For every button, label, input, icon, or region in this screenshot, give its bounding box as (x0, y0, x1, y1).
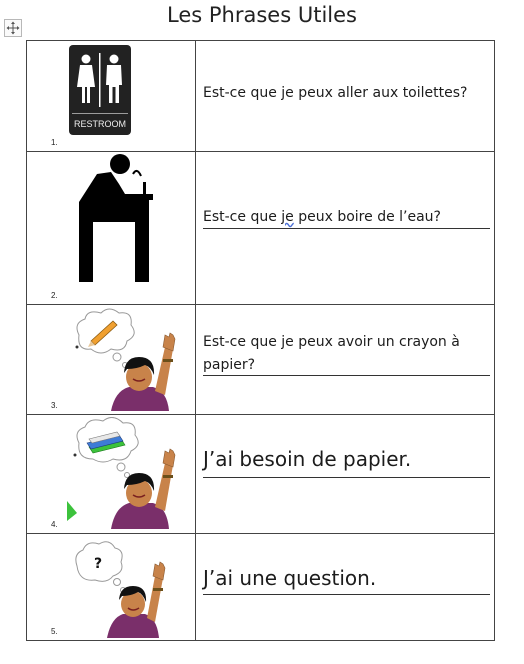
page-title: Les Phrases Utiles (167, 3, 357, 27)
table-move-handle-icon[interactable] (4, 19, 22, 37)
table-row (27, 305, 495, 415)
answer-line (203, 228, 490, 229)
image-cell (27, 152, 196, 305)
student-thinking-paper-image (65, 417, 183, 529)
phrase-cell (196, 152, 495, 305)
row-number: 2. (51, 291, 58, 300)
row-number: 1. (51, 138, 58, 147)
table-row (27, 152, 495, 305)
table-row (27, 534, 495, 641)
answer-line (203, 594, 490, 595)
row-number: 5. (51, 627, 58, 636)
phrase-cell (196, 415, 495, 534)
image-cell (27, 415, 196, 534)
phrase-cell (196, 534, 495, 641)
phrase-cell (196, 305, 495, 415)
table-row (27, 415, 495, 534)
restroom-sign-text: RESTROOM (73, 119, 127, 129)
phrases-table (26, 40, 495, 641)
phrase-text (203, 206, 490, 229)
question-mark: ? (93, 556, 103, 572)
answer-line (203, 477, 490, 478)
phrase-text: Est-ce que je peux avoir un crayon à papier? (203, 334, 460, 373)
drinking-fountain-icon (75, 152, 157, 284)
phrase-text-part: peux boire de l’eau? (293, 209, 441, 225)
phrase-text: J’ai une question. (203, 566, 377, 590)
phrase-text: J’ai besoin de papier. (203, 447, 412, 471)
phrase-text: Est-ce que je peux aller aux toilettes? (203, 85, 468, 101)
phrase-text-part: Est-ce que (203, 209, 282, 225)
table-row (27, 41, 495, 152)
student-thinking-question-image (73, 536, 173, 638)
answer-line (203, 375, 490, 376)
row-number: 4. (51, 520, 58, 529)
image-cell (27, 41, 196, 152)
spelling-flag: je (281, 209, 294, 225)
phrase-cell (196, 41, 495, 152)
restroom-sign-icon (69, 45, 131, 135)
student-thinking-pencil-image (69, 307, 187, 411)
image-cell (27, 534, 196, 641)
row-number: 3. (51, 401, 58, 410)
image-cell (27, 305, 196, 415)
